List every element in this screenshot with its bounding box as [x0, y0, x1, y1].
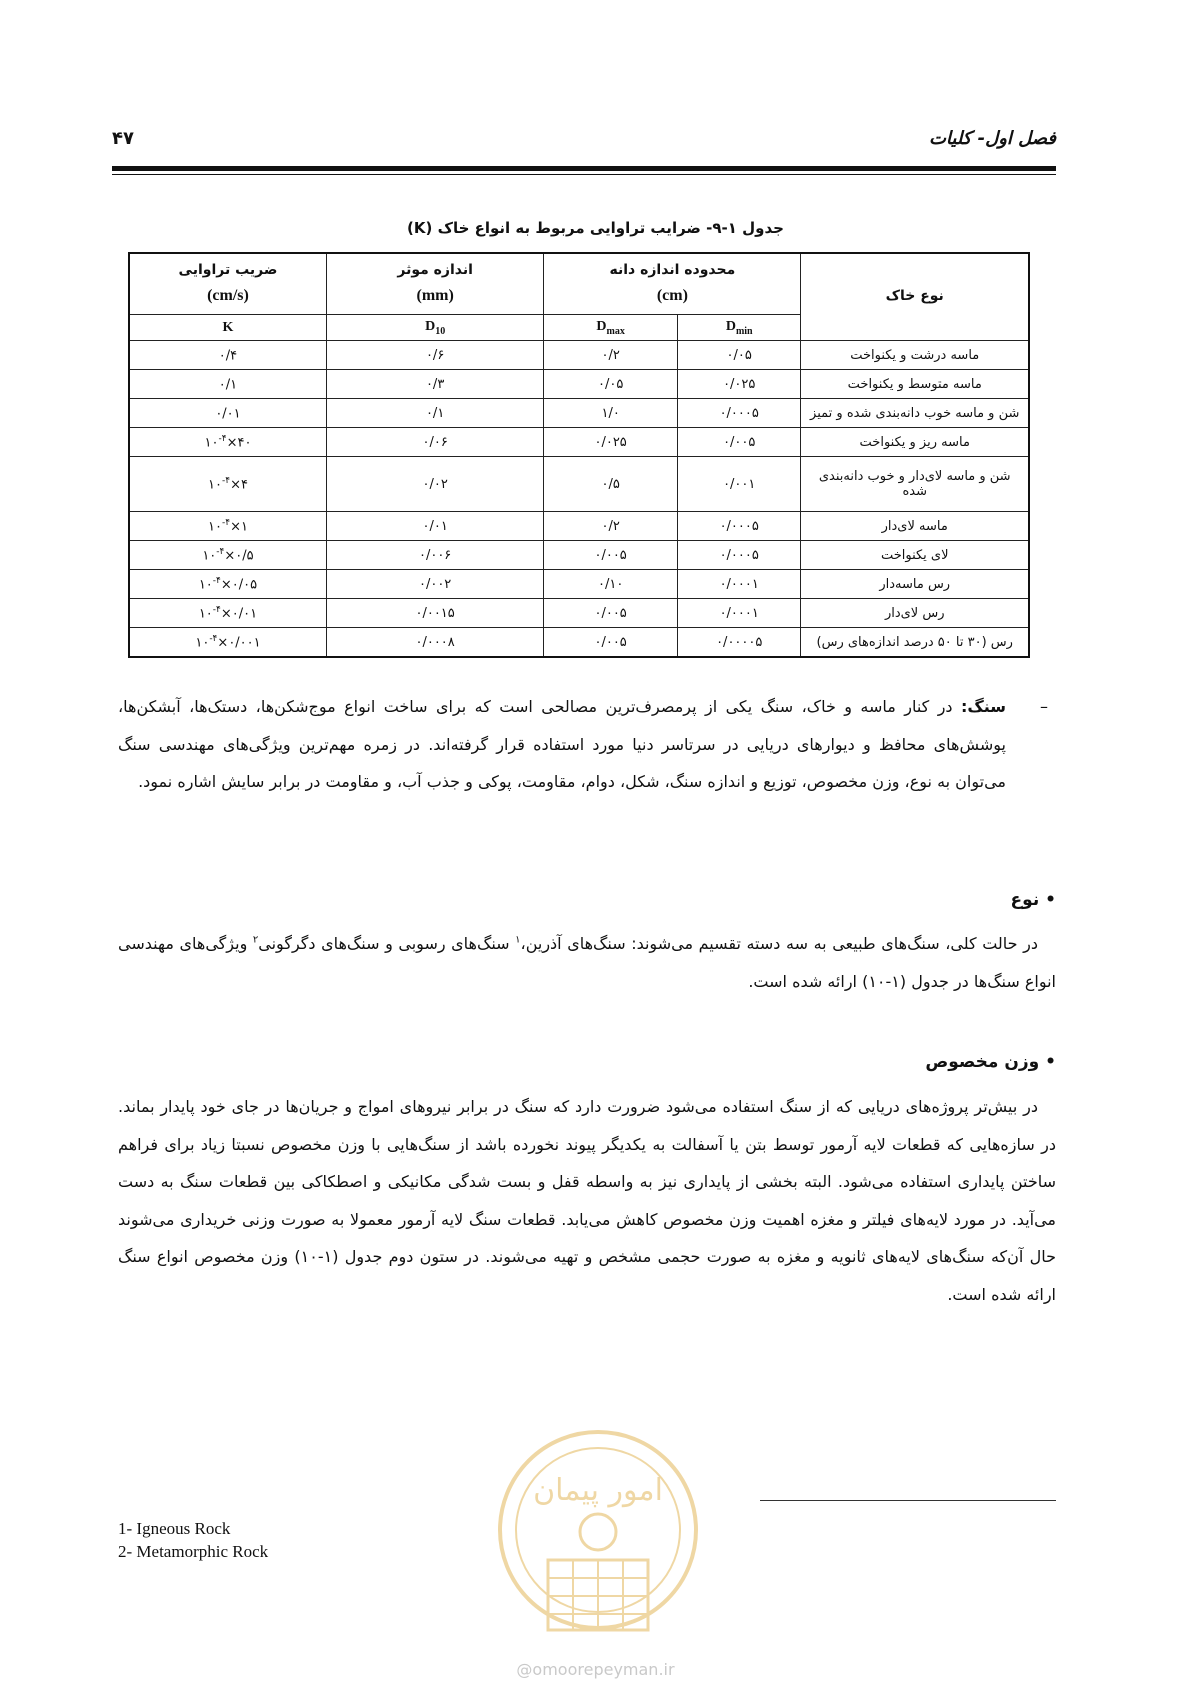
section-heading-type: • نوع — [1010, 890, 1056, 910]
header-k: K — [129, 315, 326, 341]
soil-name: ماسه درشت و یکنواخت — [801, 341, 1029, 370]
dmax-value: ۰/۰۰۵ — [544, 541, 678, 570]
dmin-value: ۰/۰۰۰۵ — [677, 541, 800, 570]
dmin-value: ۰/۰۲۵ — [677, 370, 800, 399]
table-row — [129, 370, 1029, 399]
header-permeability: ضریب تراوایی (cm/s) — [129, 253, 326, 315]
soil-name: رس ماسه‌دار — [801, 570, 1029, 599]
k-value: $۰/۵\times ۱۰^{-۴}$ — [129, 541, 326, 570]
dmin-value: ۰/۰۰۰۵ — [677, 512, 800, 541]
k-value: ۰/۴ — [129, 341, 326, 370]
footnote-ref-2: ۲ — [252, 934, 259, 946]
soil-name: رس لای‌دار — [801, 599, 1029, 628]
d10-value: ۰/۰۰۱۵ — [326, 599, 543, 628]
table-row — [129, 570, 1029, 599]
d10-value: ۰/۱ — [326, 399, 543, 428]
d10-value: ۰/۶ — [326, 341, 543, 370]
k-value: $۰/۰۰۱\times ۱۰^{-۴}$ — [129, 628, 326, 658]
k-value: $۴۰\times ۱۰^{-۴}$ — [129, 428, 326, 457]
stone-term: سنگ: — [960, 697, 1006, 716]
watermark-logo — [488, 1420, 708, 1650]
d10-value: ۰/۰۶ — [326, 428, 543, 457]
dmax-value: ۰/۰۲۵ — [544, 428, 678, 457]
dmax-value: ۰/۰۵ — [544, 370, 678, 399]
dmin-value: ۰/۰۰۰۱ — [677, 570, 800, 599]
k-value: $۰/۰۵\times ۱۰^{-۴}$ — [129, 570, 326, 599]
specific-weight-paragraph: در بیش‌تر پروژه‌های دریایی که از سنگ استفاده می‌شود ضرورت دارد که سنگ در برابر نیروهای امواج و جریان‌ها در جای خود پایدار بماند. در سازه‌هایی که قطعات لایه آرمور توسط بتن یا آسفالت به یکدیگر پیوند نخورده باشد از سنگ‌هایی با وزن مخصوص نسبتا زیاد برای فراهم ساختن پایداری استفاده می‌شود. البته بخشی از پایداری نیز به واسطه قفل و بست شدگی مکانیکی و اصطکاکی بین قطعات سنگ به دست می‌آید. در مورد لایه‌های فیلتر و مغزه اهمیت وزن مخصوص کاهش می‌یابد. قطعات سنگ لایه آرمور معمولا به صورت وزنی خریداری می‌شوند حال آن‌که سنگ‌های لایه‌های ثانویه و مغزه به صورت حجمی مشخص و تهیه می‌شوند. در ستون دوم جدول (۱-۱۰) وزن مخصوص انواع سنگ ارائه شده است. — [118, 1097, 1056, 1304]
soil-name: رس (۳۰ تا ۵۰ درصد اندازه‌های رس) — [801, 628, 1029, 658]
table-row — [129, 428, 1029, 457]
header-grain-range: محدوده اندازه دانه (cm) — [544, 253, 801, 315]
dmax-value: ۰/۰۰۵ — [544, 599, 678, 628]
dmin-value: ۰/۰۰۱ — [677, 457, 800, 512]
stone-text: در کنار ماسه و خاک، سنگ یکی از پرمصرف‌ترین مصالحی است که برای ساخت انواع موج‌شکن‌ها، دستک‌ها، آبشکن‌ها، پوشش‌های محافظ و دیوارهای دریایی در سرتاسر دنیا مورد استفاده قرار گرفته‌اند. در زمره مهم‌ترین ویژگی‌های مهندسی سنگ می‌توان به نوع، وزن مخصوص، توزیع و اندازه سنگ، شکل، دوام، مقاومت، پوکی و جذب آب، و مقاومت در برابر سایش اشاره نمود. — [118, 697, 1006, 792]
table-row — [129, 457, 1029, 512]
d10-value: ۰/۰۰۶ — [326, 541, 543, 570]
table-row — [129, 541, 1029, 570]
watermark-logo-text: امور پیمان — [533, 1473, 663, 1508]
page-number: ۴۷ — [112, 128, 134, 149]
d10-value: ۰/۳ — [326, 370, 543, 399]
d10-value: ۰/۰۰۰۸ — [326, 628, 543, 658]
header-dmin: $D_{min}$ — [677, 315, 800, 341]
header-soil-type: نوع خاک — [801, 253, 1029, 341]
d10-value: ۰/۰۰۲ — [326, 570, 543, 599]
k-value: ۰/۰۱ — [129, 399, 326, 428]
d10-value: ۰/۰۱ — [326, 512, 543, 541]
table-row — [129, 399, 1029, 428]
header-dmax: $D_{max}$ — [544, 315, 678, 341]
soil-name: شن و ماسه لای‌دار و خوب دانه‌بندی شده — [801, 457, 1029, 512]
k-value: $۱\times ۱۰^{-۴}$ — [129, 512, 326, 541]
chapter-title: فصل اول- کلیات — [928, 128, 1056, 149]
section-heading-specific-weight: • وزن مخصوص — [925, 1052, 1056, 1072]
k-value: $۴\times ۱۰^{-۴}$ — [129, 457, 326, 512]
footnote-1: 1- Igneous Rock — [118, 1519, 231, 1538]
dmax-value: ۰/۱۰ — [544, 570, 678, 599]
table-row — [129, 512, 1029, 541]
dmin-value: ۰/۰۰۰۵ — [677, 399, 800, 428]
permeability-table — [128, 252, 1030, 658]
table-row — [129, 628, 1029, 658]
dmin-value: ۰/۰۰۰۱ — [677, 599, 800, 628]
k-value: ۰/۱ — [129, 370, 326, 399]
header-rule-thick — [112, 166, 1056, 171]
dmax-value: ۰/۰۰۵ — [544, 628, 678, 658]
type-paragraph: در حالت کلی، سنگ‌های طبیعی به سه دسته تقسیم می‌شوند: سنگ‌های آذرین،$^۱$ سنگ‌های رسوبی و سنگ‌های دگرگونی$^۲$ ویژگی‌های مهندسی انواع سنگ‌ها در جدول (۱-۱۰) ارائه شده است. — [118, 934, 1056, 991]
table-row — [129, 341, 1029, 370]
footnote-separator — [760, 1500, 1056, 1501]
soil-name: لای یکنواخت — [801, 541, 1029, 570]
footnotes — [118, 1518, 268, 1564]
header-effective-size: اندازه موثر (mm) — [326, 253, 543, 315]
dmax-value: ۱/۰ — [544, 399, 678, 428]
stone-paragraph — [118, 688, 1048, 801]
table-caption: جدول ۱-۹- ضرایب تراوایی مربوط به انواع خاک (K) — [407, 219, 784, 237]
dmin-value: ۰/۰۰۰۰۵ — [677, 628, 800, 658]
footnote-2: 2- Metamorphic Rock — [118, 1541, 269, 1561]
dmax-value: ۰/۲ — [544, 341, 678, 370]
page-header — [112, 128, 1056, 158]
footnote-ref-1: ۱ — [515, 934, 521, 946]
soil-name: شن و ماسه خوب دانه‌بندی شده و تمیز — [801, 399, 1029, 428]
header-d10: $D_{10}$ — [326, 315, 543, 341]
soil-name: ماسه لای‌دار — [801, 512, 1029, 541]
header-rule-thin — [112, 174, 1056, 175]
dmax-value: ۰/۵ — [544, 457, 678, 512]
d10-value: ۰/۰۲ — [326, 457, 543, 512]
dmax-value: ۰/۲ — [544, 512, 678, 541]
soil-name: ماسه ریز و یکنواخت — [801, 428, 1029, 457]
list-dash: – — [1040, 697, 1048, 716]
k-value: $۰/۰۱\times ۱۰^{-۴}$ — [129, 599, 326, 628]
dmin-value: ۰/۰۰۵ — [677, 428, 800, 457]
watermark-site: @omoorepeyman.ir — [516, 1660, 675, 1679]
dmin-value: ۰/۰۵ — [677, 341, 800, 370]
table-row — [129, 599, 1029, 628]
soil-name: ماسه متوسط و یکنواخت — [801, 370, 1029, 399]
